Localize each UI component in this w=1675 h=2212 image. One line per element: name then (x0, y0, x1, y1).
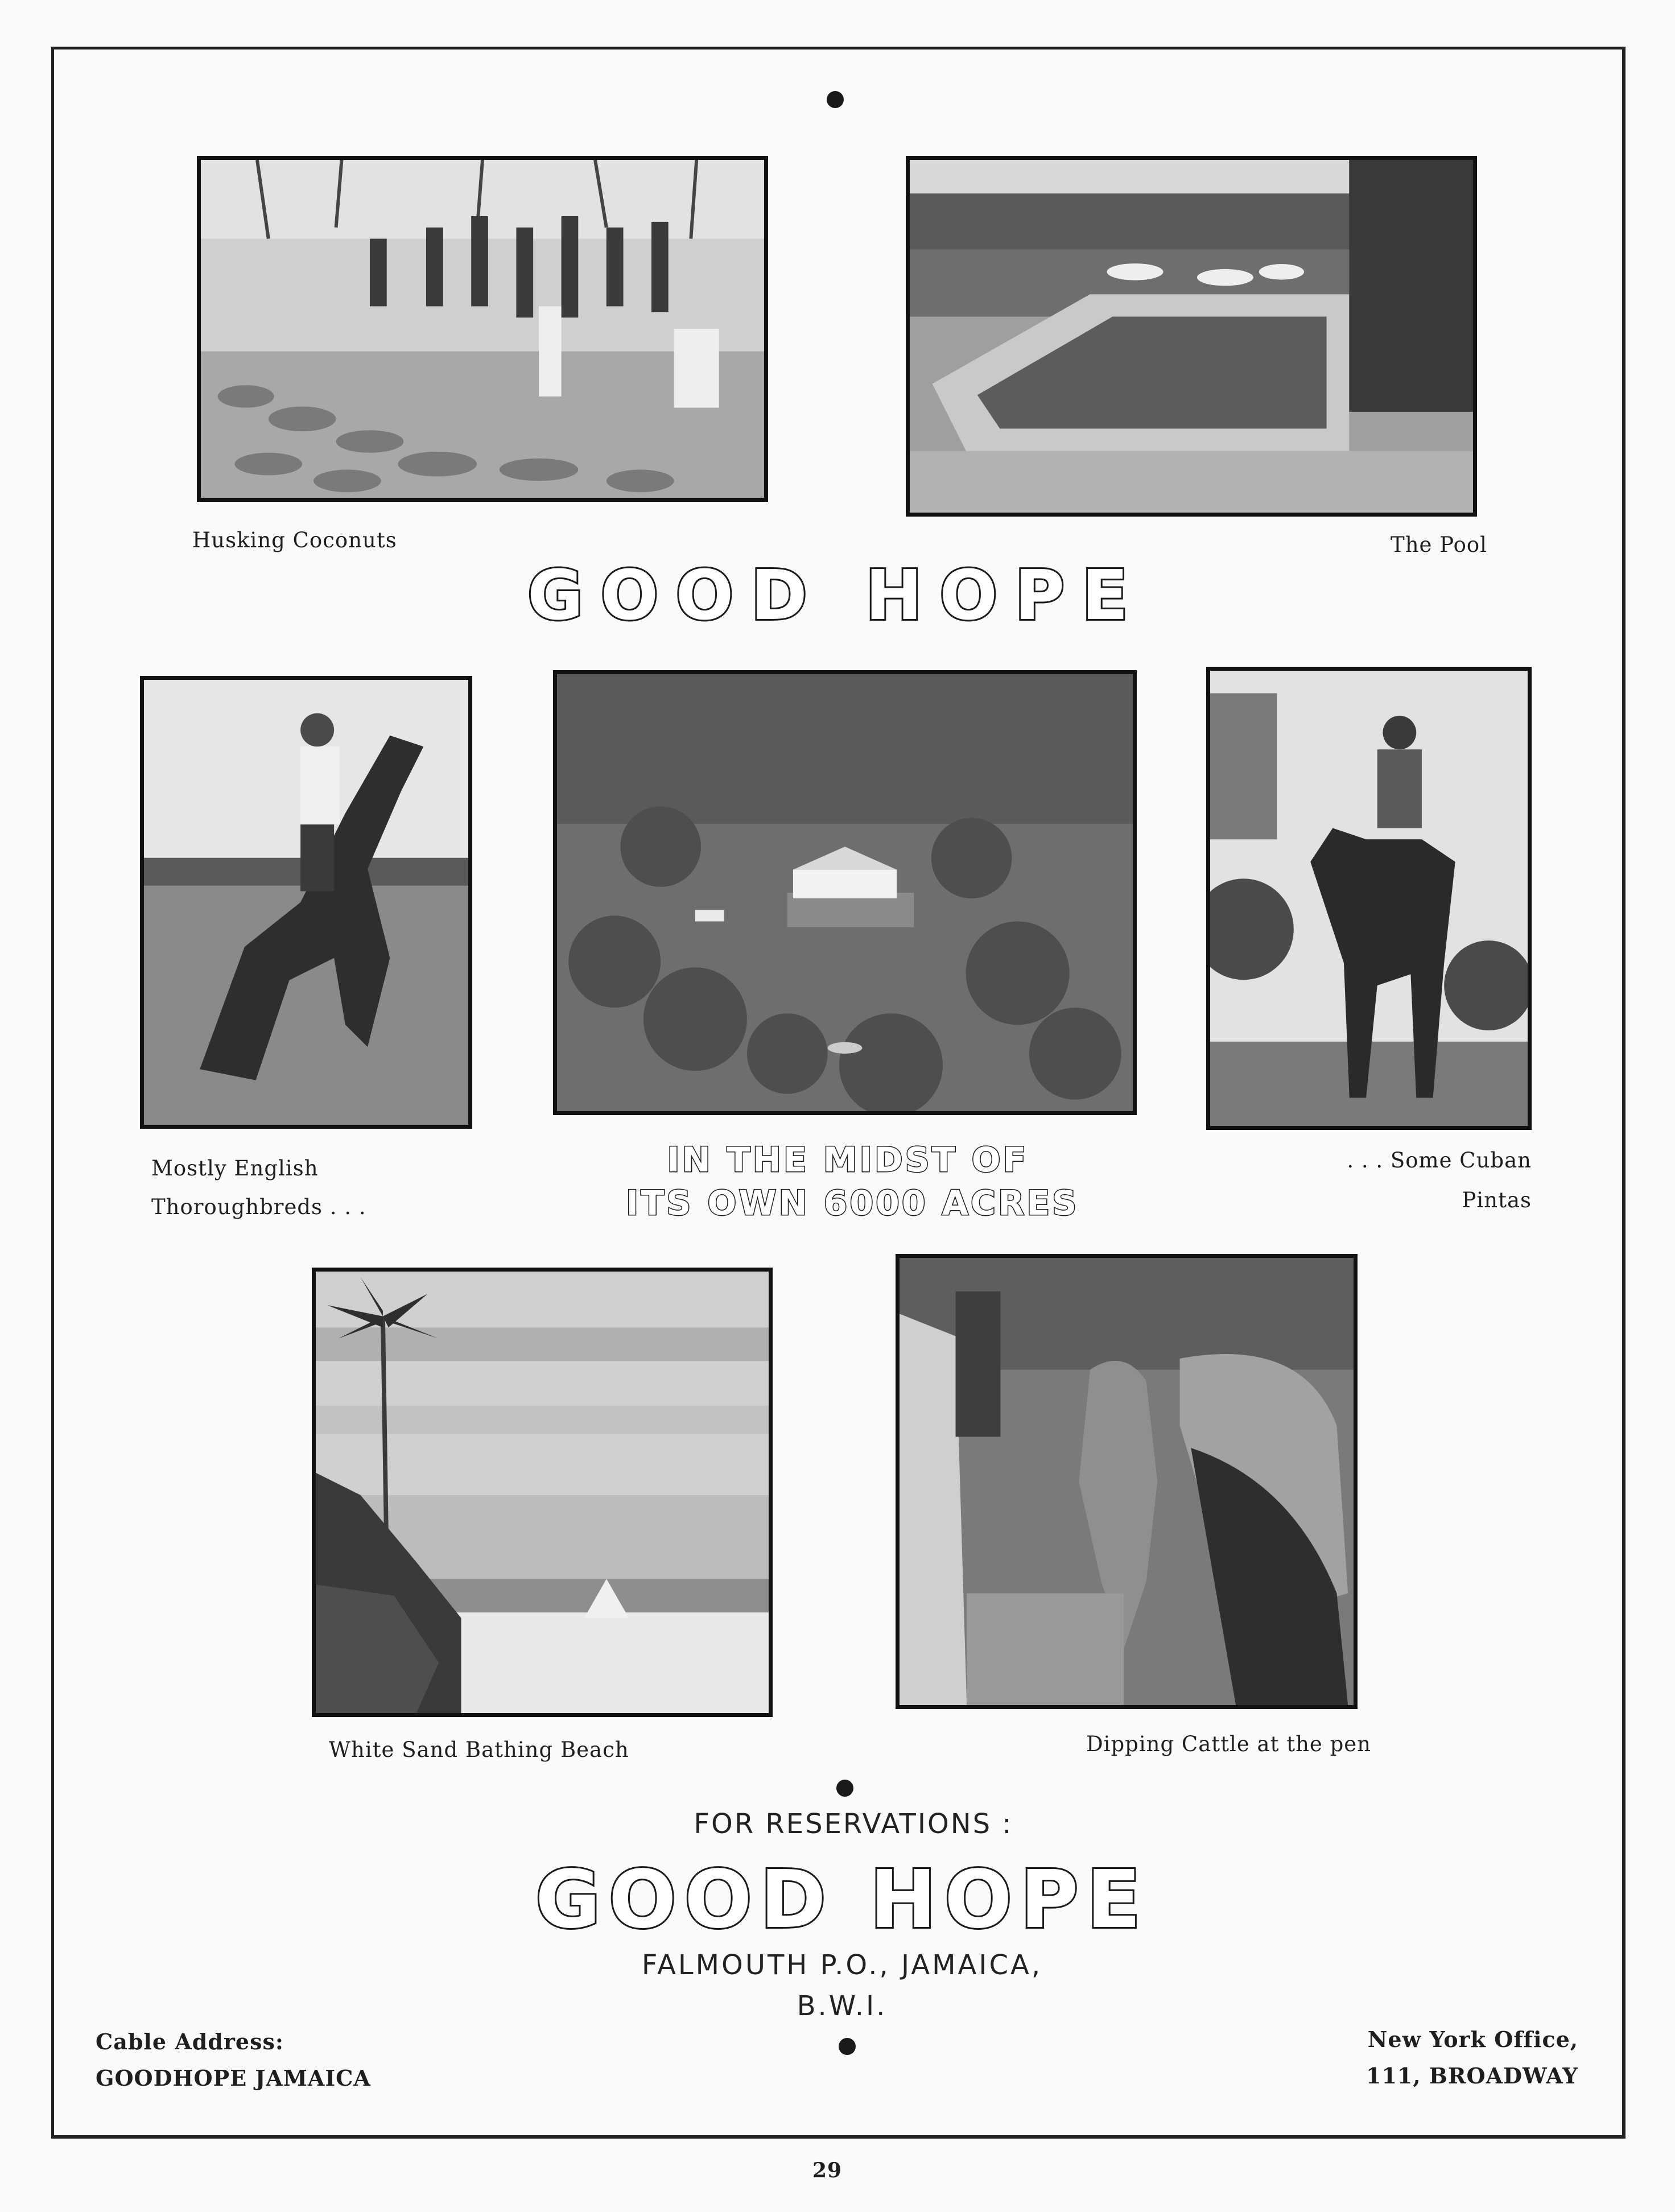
reservations-good-hope: GOOD HOPE (535, 1854, 1149, 1946)
headline-good-hope: GOOD HOPE (527, 556, 1146, 635)
photo-dipping-cattle (896, 1254, 1358, 1709)
photo-husking-coconuts (197, 156, 768, 502)
caption-dipping-cattle: Dipping Cattle at the pen (1086, 1732, 1371, 1756)
ornament-dot-top (827, 91, 844, 108)
photo-the-pool (906, 156, 1477, 517)
reservations-label: FOR RESERVATIONS : (694, 1808, 1013, 1840)
center-caption-line2: ITS OWN 6000 ACRES (626, 1183, 1079, 1223)
caption-mostly-english: Mostly English (151, 1156, 319, 1181)
address-line1: FALMOUTH P.O., JAMAICA, (641, 1949, 1043, 1981)
cable-address-label: Cable Address: (96, 2029, 284, 2054)
photo-beach (312, 1268, 773, 1717)
caption-some-cuban: . . . Some Cuban (1347, 1148, 1532, 1173)
caption-husking-coconuts: Husking Coconuts (192, 528, 397, 552)
new-york-office-label: New York Office, (1367, 2027, 1578, 2052)
address-line2: B.W.I. (797, 1990, 888, 2022)
caption-the-pool: The Pool (1391, 533, 1487, 557)
ornament-dot-bottom (839, 2038, 856, 2055)
photo-rider-rearing-horse (140, 676, 472, 1129)
caption-thoroughbreds: Thoroughbreds . . . (151, 1195, 366, 1219)
center-caption-line1: IN THE MIDST OF (667, 1140, 1029, 1180)
page-number: 29 (812, 2159, 843, 2182)
new-york-office-address: 111, BROADWAY (1366, 2063, 1578, 2089)
cable-address-value: GOODHOPE JAMAICA (96, 2065, 371, 2091)
photo-woman-on-horse (1206, 667, 1532, 1130)
caption-beach: White Sand Bathing Beach (329, 1738, 629, 1762)
photo-aerial-estate (553, 670, 1137, 1115)
caption-pintas: Pintas (1462, 1188, 1532, 1212)
ornament-dot-middle (836, 1780, 853, 1797)
